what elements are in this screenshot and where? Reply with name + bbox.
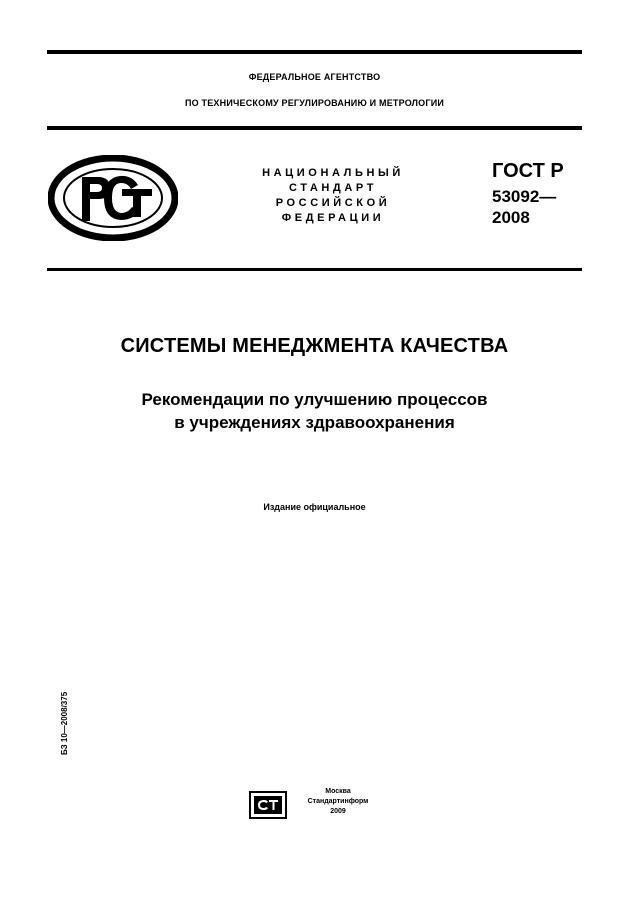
document-title: СИСТЕМЫ МЕНЕДЖМЕНТА КАЧЕСТВА [120, 335, 509, 357]
agency-line-2: ПО ТЕХНИЧЕСКОМУ РЕГУЛИРОВАНИЮ И МЕТРОЛОГИИ [184, 98, 445, 108]
side-code: БЗ 10—2008/375 [60, 691, 69, 755]
subtitle-line-1: Рекомендации по улучшению процессов [141, 390, 488, 409]
publisher-name: Стандартинформ [307, 798, 369, 805]
gost-label: ГОСТ Р [492, 160, 564, 182]
gost-year: 2008 [492, 208, 530, 227]
edition-label: Издание официальное [263, 502, 366, 512]
national-standard-label [228, 166, 438, 226]
standartinform-logo-icon [249, 791, 287, 819]
rst-certification-logo-icon [48, 155, 178, 241]
national-line-3: РОССИЙСКОЙ [275, 197, 391, 209]
publisher-block [298, 787, 378, 817]
agency-line-1: ФЕДЕРАЛЬНОЕ АГЕНТСТВО [248, 72, 381, 82]
national-line-2: СТАНДАРТ [288, 182, 378, 194]
middle-rule [47, 126, 582, 130]
subtitle-line-2: в учреждениях здравоохранения [174, 413, 455, 432]
top-rule [47, 50, 582, 54]
document-subtitle [47, 388, 582, 434]
national-line-1: НАЦИОНАЛЬНЫЙ [262, 167, 404, 179]
gost-number: 53092— [492, 187, 557, 206]
bottom-rule [47, 268, 582, 271]
publisher-year: 2009 [330, 808, 346, 815]
gost-designation [492, 159, 592, 228]
publisher-city: Москва [325, 788, 351, 795]
national-line-4: ФЕДЕРАЦИИ [281, 212, 385, 224]
